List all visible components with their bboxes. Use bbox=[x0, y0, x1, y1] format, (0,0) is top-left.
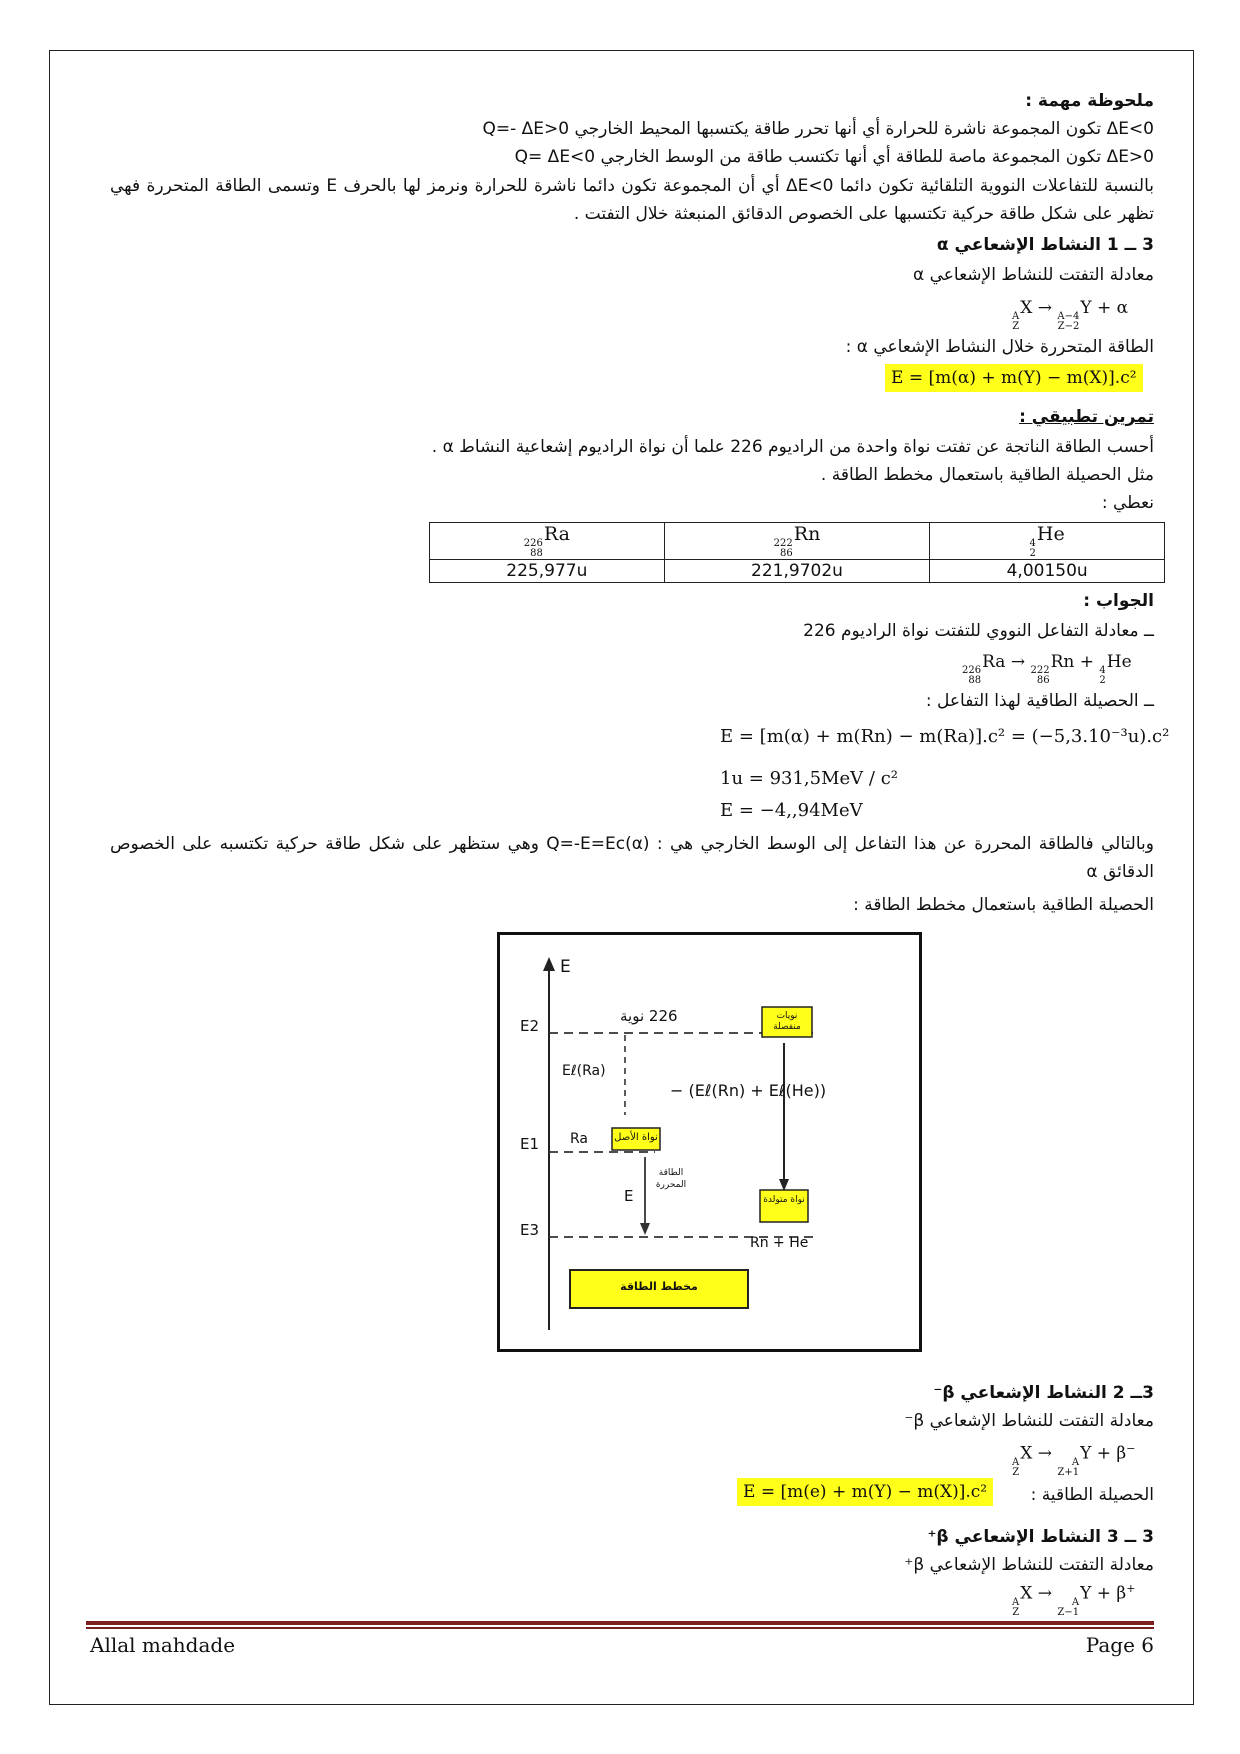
table-value-rn: 221,9702u bbox=[664, 560, 930, 583]
answer-a1: ــ معادلة التفاعل النووي للتفتت نواة الراديوم 226 bbox=[803, 621, 1154, 641]
energy-calc-1: E = [m(α) + m(Rn) − m(Ra)].c² = (−5,3.10⁻³u).c² bbox=[720, 726, 1170, 747]
beta-minus-equation: A Z X → A Z+1 Y + β− bbox=[1012, 1442, 1136, 1478]
table-value-ra: 225,977u bbox=[430, 560, 665, 583]
products-label: Rn + He bbox=[750, 1235, 809, 1251]
answer-diagram-label: الحصيلة الطاقية باستعمال مخطط الطاقة : bbox=[853, 895, 1154, 915]
exercise-given: نعطي : bbox=[1101, 493, 1154, 513]
exercise-heading: تمرين تطبيقي : bbox=[1019, 407, 1154, 427]
diagram-title: مخطط الطاقة bbox=[620, 1280, 698, 1293]
right-arrow-icon bbox=[779, 1179, 789, 1191]
daughter-label: نواة متولدة bbox=[763, 1195, 805, 1205]
table-header-ra: 226 88 Ra bbox=[430, 523, 665, 560]
beta-minus-eq-label: معادلة التفتت للنشاط الإشعاعي β⁻ bbox=[904, 1411, 1154, 1431]
beta-minus-energy-label: الحصيلة الطاقية : bbox=[1030, 1485, 1154, 1505]
alpha-equation: A Z X → A−4 Z−2 Y + α bbox=[1012, 298, 1129, 332]
beta-plus-equation: A Z X → A Z−1 Y + β+ bbox=[1012, 1582, 1136, 1618]
footer-page: Page 6 bbox=[1085, 1633, 1154, 1657]
footer-author: Allal mahdade bbox=[90, 1633, 236, 1657]
footer-rule bbox=[86, 1621, 1154, 1625]
beta-minus-energy-formula: E = [m(e) + m(Y) − m(X)].c² bbox=[737, 1478, 993, 1506]
binding-ra-label: Eℓ(Ra) bbox=[562, 1063, 606, 1079]
parent-label: نواة الأصل bbox=[614, 1132, 658, 1143]
table-header-rn: 222 86 Rn bbox=[664, 523, 930, 560]
separated-label: نويات منفصلة bbox=[773, 1011, 801, 1032]
note-line-1: ΔE<0 تكون المجموعة ناشرة للحرارة أي أنها تحرر طاقة يكتسبها المحيط الخارجي Q=- ΔE>0 bbox=[482, 119, 1154, 139]
axis-arrow-icon bbox=[543, 957, 555, 971]
energy-calc-2: 1u = 931,5MeV / c² bbox=[720, 768, 898, 789]
exercise-q2: مثل الحصيلة الطاقية باستعمال مخطط الطاقة . bbox=[820, 465, 1154, 485]
beta-plus-heading: 3 ــ 3 النشاط الإشعاعي β⁺ bbox=[927, 1527, 1154, 1547]
answer-conclusion: وبالتالي فالطاقة المحررة عن هذا التفاعل إلى الوسط الخارجي هي : Q=-E=Ec(α) وهي ستظهر على شكل طاقة حركية تكتسبه على الخصوص الدقائق α bbox=[110, 834, 1154, 882]
beta-minus-heading: 3ــ 2 النشاط الإشعاعي β⁻ bbox=[933, 1383, 1154, 1403]
alpha-eq-label: معادلة التفتت للنشاط الإشعاعي α bbox=[912, 265, 1154, 285]
level-e1-label: E1 bbox=[520, 1135, 540, 1153]
beta-plus-eq-label: معادلة التفتت للنشاط الإشعاعي β⁺ bbox=[904, 1555, 1154, 1575]
energy-diagram bbox=[497, 932, 922, 1352]
energy-calc-3: E = −4,,94MeV bbox=[720, 800, 863, 821]
binding-products-label: − (Eℓ(Rn) + Eℓ(He)) bbox=[670, 1081, 827, 1100]
alpha-energy-formula: E = [m(α) + m(Y) − m(X)].c² bbox=[885, 364, 1143, 392]
ra-label: Ra bbox=[570, 1131, 588, 1147]
level-e2-label: E2 bbox=[520, 1017, 540, 1035]
nucleons-label: 226 نوية bbox=[620, 1007, 678, 1025]
table-value-he: 4,00150u bbox=[930, 560, 1165, 583]
axis-label: E bbox=[560, 957, 571, 977]
table-header-he: 4 2 He bbox=[930, 523, 1165, 560]
level-e3-label: E3 bbox=[520, 1221, 540, 1239]
alpha-heading: 3 ــ 1 النشاط الإشعاعي α bbox=[936, 235, 1154, 255]
note-title: ملحوظة مهمة : bbox=[1025, 91, 1154, 111]
released-e-label: E bbox=[624, 1187, 634, 1205]
exercise-q1: أحسب الطاقة الناتجة عن تفتت نواة واحدة من الراديوم 226 علما أن نواة الراديوم إشعاعية النشاط α . bbox=[431, 437, 1154, 457]
note-line-2: ΔE>0 تكون المجموعة ماصة للطاقة أي أنها تكتسب طاقة من الوسط الخارجي Q= ΔE<0 bbox=[514, 147, 1154, 167]
note-line-3: بالنسبة للتفاعلات النووية التلقائية تكون دائما ΔE<0 أي أن المجموعة تكون دائما ناشرة للحرارة ونرمز لها بالحرف E وتسمى الطاقة المتحررة فهي تظهر على شكل طاقة حركية تكتسبها على الخصوص الدقائق المنبعثة خلال التفتت . bbox=[110, 176, 1155, 224]
released-arrow-icon bbox=[640, 1223, 650, 1235]
answer-a2: ــ الحصيلة الطاقية لهذا التفاعل : bbox=[925, 691, 1154, 711]
answer-heading: الجواب : bbox=[1083, 591, 1154, 611]
footer-rule-thin bbox=[86, 1627, 1154, 1629]
alpha-energy-label: الطاقة المتحررة خلال النشاط الإشعاعي α : bbox=[845, 337, 1154, 357]
ra-decay-equation: 226 88 Ra → 222 86 Rn + 4 2 He bbox=[962, 652, 1132, 686]
data-table bbox=[429, 522, 1165, 583]
released-label: الطاقة المحررة bbox=[655, 1168, 687, 1190]
